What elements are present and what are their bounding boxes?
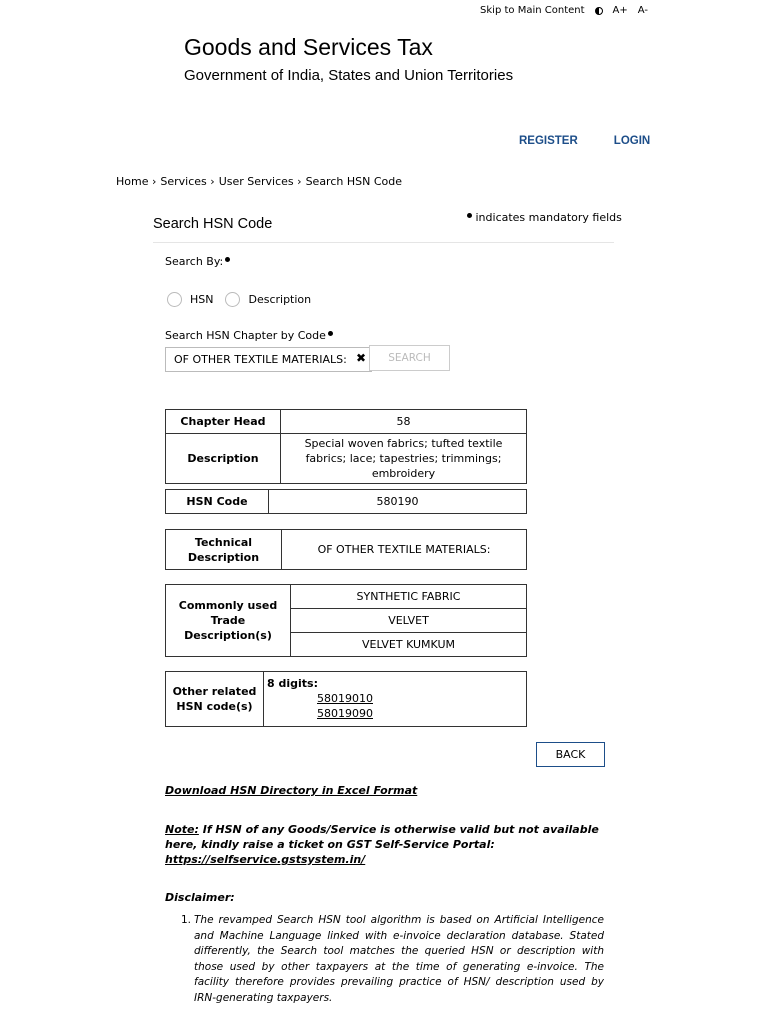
login-link[interactable]: LOGIN [613, 135, 651, 147]
search-button[interactable]: SEARCH [369, 345, 450, 371]
trade-value: VELVET [291, 609, 527, 633]
download-excel-link[interactable]: Download HSN Directory in Excel Format [165, 784, 418, 797]
font-decrease-button[interactable]: A- [637, 5, 648, 16]
auth-nav [519, 135, 650, 147]
note-label: Note: [165, 823, 199, 836]
chapter-head-label: Chapter Head [166, 410, 281, 434]
related-digits: 8 digits: [267, 677, 318, 690]
site-title: Goods and Services Tax [184, 34, 433, 60]
mandatory-dot-icon [225, 257, 230, 262]
hsn-code-label: HSN Code [166, 490, 269, 514]
clear-icon[interactable]: ✖ [356, 351, 367, 365]
note [165, 822, 605, 867]
register-link[interactable]: REGISTER [519, 135, 578, 147]
hsn-code-table [165, 489, 527, 514]
related-code-link[interactable]: 58019010 [317, 692, 373, 705]
radio-hsn[interactable] [167, 292, 182, 307]
contrast-icon[interactable] [595, 7, 603, 15]
disclaimer-text: The revamped Search HSN tool algorithm is based on Artificial Intelligence and Machine Language linked with e-invoice declaration database. Stated differently, the Search tool matches the queried HSN or description with those used by other taxpayers at the time of generating e-invoice. The facility therefore provides prevailing practice of HSN/ description used by IRN-generating taxpayers. [194, 914, 604, 1004]
mandatory-dot-icon [467, 213, 472, 218]
technical-table [165, 529, 527, 570]
disclaimer-list [181, 913, 604, 1006]
skip-to-main-link[interactable]: Skip to Main Content [480, 5, 585, 16]
chapter-head-value: 58 [281, 410, 527, 434]
trade-value: VELVET KUMKUM [291, 633, 527, 657]
back-button[interactable]: BACK [536, 742, 605, 767]
related-code-link[interactable]: 58019090 [317, 707, 373, 720]
divider [153, 242, 614, 243]
chapter-table [165, 409, 527, 484]
site-subtitle: Government of India, States and Union Territories [184, 67, 514, 84]
chapter-code-label: Search HSN Chapter by Code [165, 329, 333, 342]
note-text: If HSN of any Goods/Service is otherwise valid but not available here, kindly raise a ticket on GST Self-Service Portal: [165, 823, 599, 851]
search-by-label: Search By: [165, 255, 230, 268]
mandatory-dot-icon [328, 331, 333, 336]
trade-table [165, 584, 527, 657]
mandatory-note: indicates mandatory fields [467, 211, 622, 224]
trade-value: SYNTHETIC FABRIC [291, 585, 527, 609]
radio-hsn-label[interactable]: HSN [190, 293, 214, 306]
list-number: 1. [181, 914, 192, 926]
breadcrumb [116, 175, 402, 188]
related-label: Other related HSN code(s) [166, 672, 264, 727]
related-table [165, 671, 527, 727]
radio-description-label[interactable]: Description [248, 293, 312, 306]
trade-label: Commonly used Trade Description(s) [166, 585, 291, 657]
self-service-link[interactable]: https://selfservice.gstsystem.in/ [165, 853, 366, 866]
description-label: Description [166, 434, 281, 484]
font-increase-button[interactable]: A+ [612, 5, 628, 16]
chapter-search-input[interactable]: OF OTHER TEXTILE MATERIALS: [165, 347, 372, 372]
related-codes [264, 672, 527, 727]
hsn-code-value: 580190 [269, 490, 527, 514]
utility-bar [480, 5, 648, 16]
disclaimer-title: Disclaimer: [165, 891, 235, 904]
breadcrumb-services[interactable]: Services › [160, 175, 215, 188]
technical-label: Technical Description [166, 530, 282, 570]
technical-value: OF OTHER TEXTILE MATERIALS: [282, 530, 527, 570]
breadcrumb-current: Search HSN Code [305, 175, 402, 188]
radio-description[interactable] [225, 292, 240, 307]
description-value: Special woven fabrics; tufted textile fabrics; lace; tapestries; trimmings; embroidery [281, 434, 527, 484]
breadcrumb-home[interactable]: Home › [116, 175, 157, 188]
list-item [181, 913, 604, 1006]
breadcrumb-user-services[interactable]: User Services › [218, 175, 302, 188]
search-by-options [167, 292, 311, 307]
page-title: Search HSN Code [153, 216, 273, 232]
